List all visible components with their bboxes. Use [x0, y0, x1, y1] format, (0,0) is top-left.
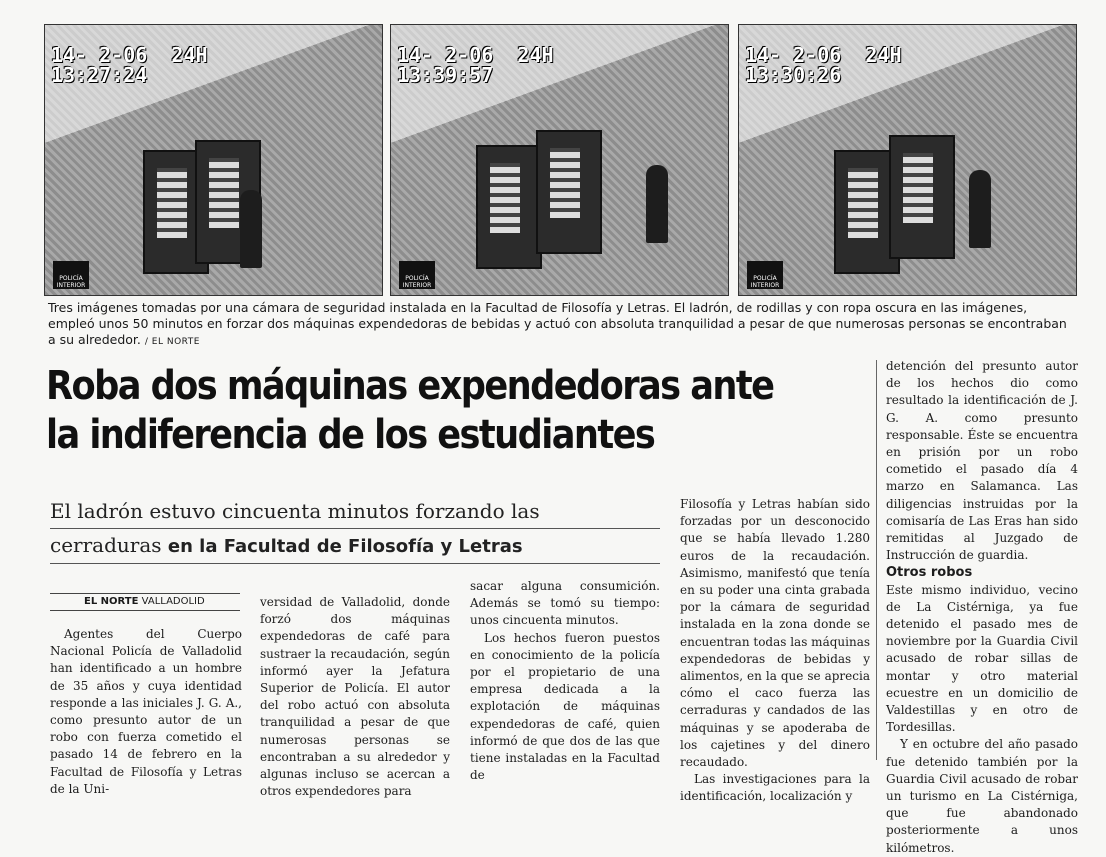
paragraph: Y en octubre del año pasado fue detenido también por la Guardia Civil acusado de robar un turismo en La Cistérniga, que fue abandonado posteriormente a unos kilómetros. — [886, 737, 1078, 855]
paragraph: sacar alguna consumición. Además se tomó su tiempo: unos cincuenta minutos. — [470, 579, 660, 628]
article-column-5 — [886, 358, 1078, 857]
police-logo: POLICÍA INTERIOR — [53, 261, 89, 289]
security-photo-1 — [44, 24, 383, 296]
subhead-line-2 — [50, 529, 660, 564]
thief-figure — [240, 190, 262, 268]
article-column-4 — [680, 496, 870, 806]
vending-machine — [889, 135, 955, 259]
byline-place: VALLADOLID — [141, 596, 205, 607]
vending-machine — [476, 145, 542, 269]
subhead — [50, 495, 660, 564]
caption-text: Tres imágenes tomadas por una cámara de seguridad instalada en la Facultad de Filosofía y Letras. El ladrón, de rodillas y con ropa oscura en las imágenes, empleó unos 50 minutos en forzar dos máquinas expendedoras de bebidas y actuó con absoluta tranquilidad a pesar de que numerosas personas se encontraban a su alrededor. — [48, 300, 1067, 347]
camera-timestamp: 14- 2-06 24H 13:27:24 — [51, 43, 208, 87]
paragraph: versidad de Valladolid, donde forzó dos máquinas expendedoras de café para sustraer la recaudación, según informó ayer la Jefatura Superior de Policía. El autor del robo actuó con absoluta tranquilidad a pesar de que numerosas personas se encontraban a su alrededor y algunas incluso se acercan a otros expendedores para — [260, 595, 450, 799]
paragraph: Agentes del Cuerpo Nacional Policía de Valladolid han identificado a un hombre de 35 años y cuya identidad responde a las iniciales J. G. A., como presunto autor de un robo con fuerza cometido el pasado 14 de febrero en la Facultad de Filosofía y Letras de la Uni- — [50, 627, 242, 796]
camera-timestamp: 14- 2-06 24H 13:30:26 — [745, 43, 902, 87]
camera-timestamp: 14- 2-06 24H 13:39:57 — [397, 43, 554, 87]
thief-figure — [646, 165, 668, 243]
byline — [50, 593, 240, 611]
vending-machine — [536, 130, 602, 254]
headline: Roba dos máquinas expendedoras ante la indiferencia de los estudiantes — [46, 363, 774, 458]
caption-credit: / EL NORTE — [144, 337, 200, 347]
thief-figure — [969, 170, 991, 248]
police-logo: POLICÍA INTERIOR — [399, 261, 435, 289]
paragraph: Filosofía y Letras habían sido forzadas por un desconocido que se había llevado 1.280 euros de la recaudación. Asimismo, manifestó que tenía en su poder una cinta grabada por la cámara de seguridad instalada en la zona donde se encuentran todas las máquinas expendedoras de bebidas y alimentos, en la que se aprecia cómo el caco fuerza las cerraduras y candados de las máquinas y se apoderaba de los cajetines y del dinero recaudado. — [680, 497, 871, 770]
paragraph: detención del presunto autor de los hechos dio como resultado la identificación de J. G. A. como presunto responsable. Éste se encuentra en prisión por un robo cometido el pasado día 4 marzo en Salamanca. Las diligencias instruidas por la comisaría de Las Eras han sido remitidas al Juzgado de Instrucción de guardia. — [886, 359, 1078, 563]
article-column-3 — [470, 578, 660, 784]
police-logo: POLICÍA INTERIOR — [747, 261, 783, 289]
security-photo-2 — [390, 24, 729, 296]
article-column-1 — [50, 626, 242, 798]
photo-caption — [48, 300, 1068, 350]
subhead-bold: en la Facultad de Filosofía y Letras — [167, 536, 523, 557]
subhead-plain: cerraduras — [50, 533, 168, 557]
article-column-2 — [260, 594, 450, 800]
security-photo-3 — [738, 24, 1077, 296]
section-heading: Otros robos — [886, 565, 973, 581]
subhead-line-1: El ladrón estuvo cincuenta minutos forzando las — [50, 495, 660, 529]
column-divider — [876, 360, 877, 760]
paragraph: Los hechos fueron puestos en conocimiento de la policía por el propietario de una empresa dedicada a la explotación de máquinas expendedoras de café, quien informó de que dos de las que tiene instaladas en la Facultad de — [470, 630, 660, 783]
paragraph: Este mismo individuo, vecino de La Cistérniga, ya fue detenido el pasado mes de noviembre por la Guardia Civil acusado de robar sillas de montar y otro material ecuestre en un domicilio de Valdestillas y en otro de Tordesillas. — [886, 582, 1078, 735]
paragraph: Las investigaciones para la identificación, localización y — [680, 772, 870, 804]
byline-source: EL NORTE — [84, 596, 139, 607]
